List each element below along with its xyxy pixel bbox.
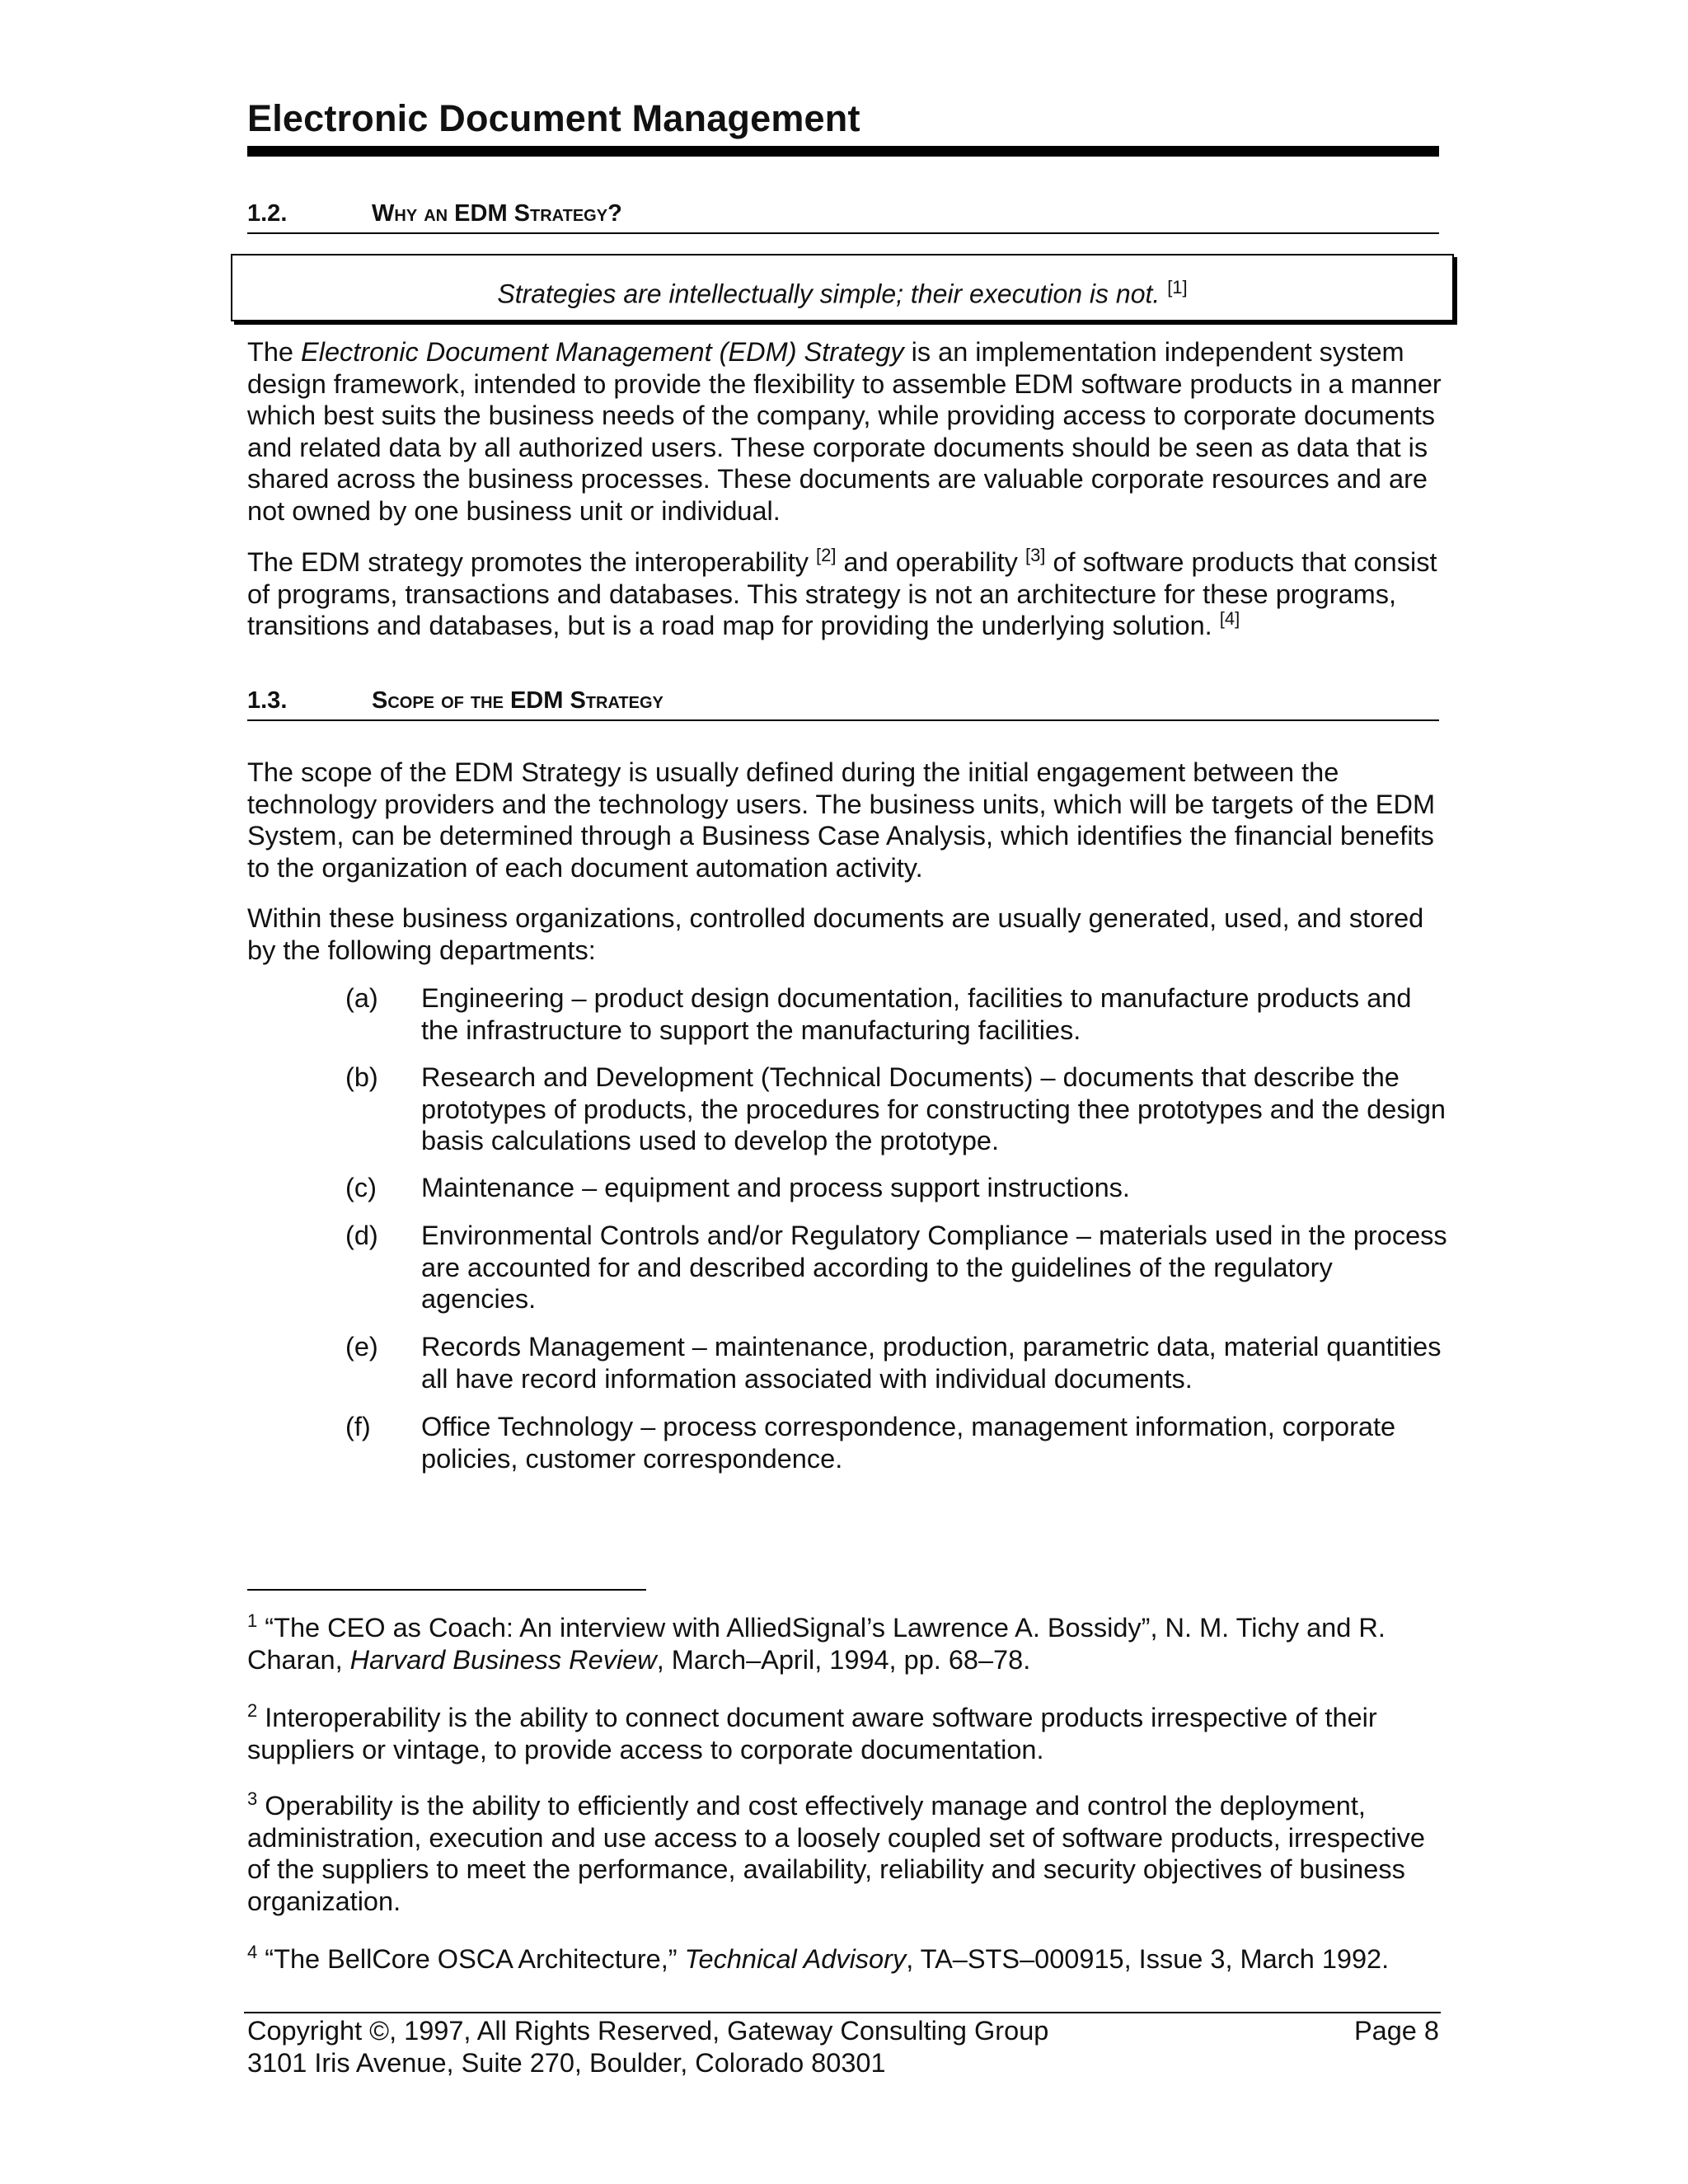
quote-text: Strategies are intellectually simple; their execution is not. [497,279,1160,309]
list-text: Research and Development (Technical Documents) – documents that describe the prototypes of products, the procedures for constructing thee prototypes and the design basis calculations used to develop the prototype. [421,1062,1446,1155]
footnote-text: “The BellCore OSCA Architecture,” [257,1944,685,1974]
list-text: Environmental Controls and/or Regulatory Compliance – materials used in the process are accounted for and described according to the guidelines of the regulatory agencies. [421,1221,1447,1314]
list-marker: (b) [345,1062,378,1092]
footnote-text: , March–April, 1994, pp. 68–78. [656,1644,1031,1675]
footnote-text: , TA–STS–000915, Issue 3, March 1992. [906,1944,1390,1974]
paragraph-scope: The scope of the EDM Strategy is usually defined during the initial engagement between the technology providers and the technology users. The business units, which will be targets of the EDM System, can be determined through a Business Case Analysis, which identifies the financial benefits to the organization of each document automation activity. [247,757,1436,883]
footer-rule [244,2012,1441,2013]
footnote-ref: [2] [816,545,837,566]
footnote-ref: [4] [1219,608,1240,630]
section-heading-1-2 [247,200,1439,234]
para-text: The [247,337,302,367]
paragraph-departments-intro: Within these business organizations, controlled documents are usually generated, used, and stored by the following departments: [247,903,1424,965]
list-marker: (f) [345,1412,371,1441]
para-text: of software products that consist of programs, transactions and databases. This strategy is not an architecture for these programs, transitions and databases, but is a road map for providing the underlying solution. [247,547,1437,640]
section-number: 1.3. [247,687,288,714]
para-text: is an implementation independent system design framework, intended to provide the flexibility to assemble EDM software products in a manner which best suits the business needs of the company, while providing access to corporate documents and related data by all authorized users. These corporate documents should be seen as data that is shared across the business processes. These documents are valuable corporate resources and are not owned by one business unit or individual. [247,337,1442,526]
footnote-4 [247,1943,1442,1975]
footnote-emphasis: Technical Advisory [684,1944,907,1974]
footnote-number: 2 [247,1700,258,1722]
para-text: The EDM strategy promotes the interoperability [247,547,817,577]
title-rule [247,146,1439,157]
footnote-ref: [3] [1025,545,1046,566]
para-emphasis: Electronic Document Management (EDM) Strategy [301,337,904,367]
page-footer [247,2015,1439,2079]
footnote-3 [247,1790,1442,1917]
paragraph-interoperability [247,546,1442,642]
list-marker: (a) [345,983,378,1013]
list-marker: (c) [345,1173,377,1202]
footer-address: 3101 Iris Avenue, Suite 270, Boulder, Colorado 80301 [247,2048,886,2078]
para-text: and operability [836,547,1025,577]
quote-ref: [1] [1167,277,1188,298]
footnote-text: “The CEO as Coach: An interview with AlliedSignal’s Lawrence A. Bossidy”, N. M. Tichy and R. Charan, [247,1613,1386,1675]
section-heading-1-3 [247,687,1439,721]
list-marker: (d) [345,1221,378,1250]
paragraph-edm-definition [247,336,1442,527]
section-number: 1.2. [247,200,288,227]
section-title: Scope of the EDM Strategy [372,687,663,714]
list-text: Office Technology – process correspondence, management information, corporate policies, customer correspondence. [421,1412,1396,1474]
quote-box [231,254,1454,321]
list-text: Maintenance – equipment and process support instructions. [421,1173,1130,1202]
page-number: Page 8 [1353,2016,1439,2046]
document-title: Electronic Document Management [247,97,860,139]
footnote-emphasis: Harvard Business Review [349,1644,657,1675]
list-marker: (e) [345,1332,378,1361]
list-text: Records Management – maintenance, production, parametric data, material quantities all have record information associated with individual documents. [421,1332,1442,1394]
footnote-1 [247,1612,1442,1675]
footnote-text: Operability is the ability to efficiently and cost effectively manage and control the deployment, administration, execution and use access to a loosely coupled set of software products, irrespective of the suppliers to meet the performance, availability, reliability and security objectives of business organization. [247,1791,1425,1916]
footnote-text: Interoperability is the ability to connect document aware software products irrespective of their suppliers or vintage, to provide access to corporate documentation. [247,1703,1377,1765]
list-text: Engineering – product design documentation, facilities to manufacture products and the infrastructure to support the manufacturing facilities. [421,983,1412,1045]
section-title: Why an EDM Strategy? [372,200,622,227]
footnote-separator [247,1589,646,1591]
footer-copyright: Copyright ©, 1997, All Rights Reserved, Gateway Consulting Group [247,2016,1049,2046]
footnote-2 [247,1702,1442,1765]
footnote-number: 4 [247,1942,258,1963]
footnote-number: 3 [247,1788,258,1810]
footnote-number: 1 [247,1610,258,1632]
